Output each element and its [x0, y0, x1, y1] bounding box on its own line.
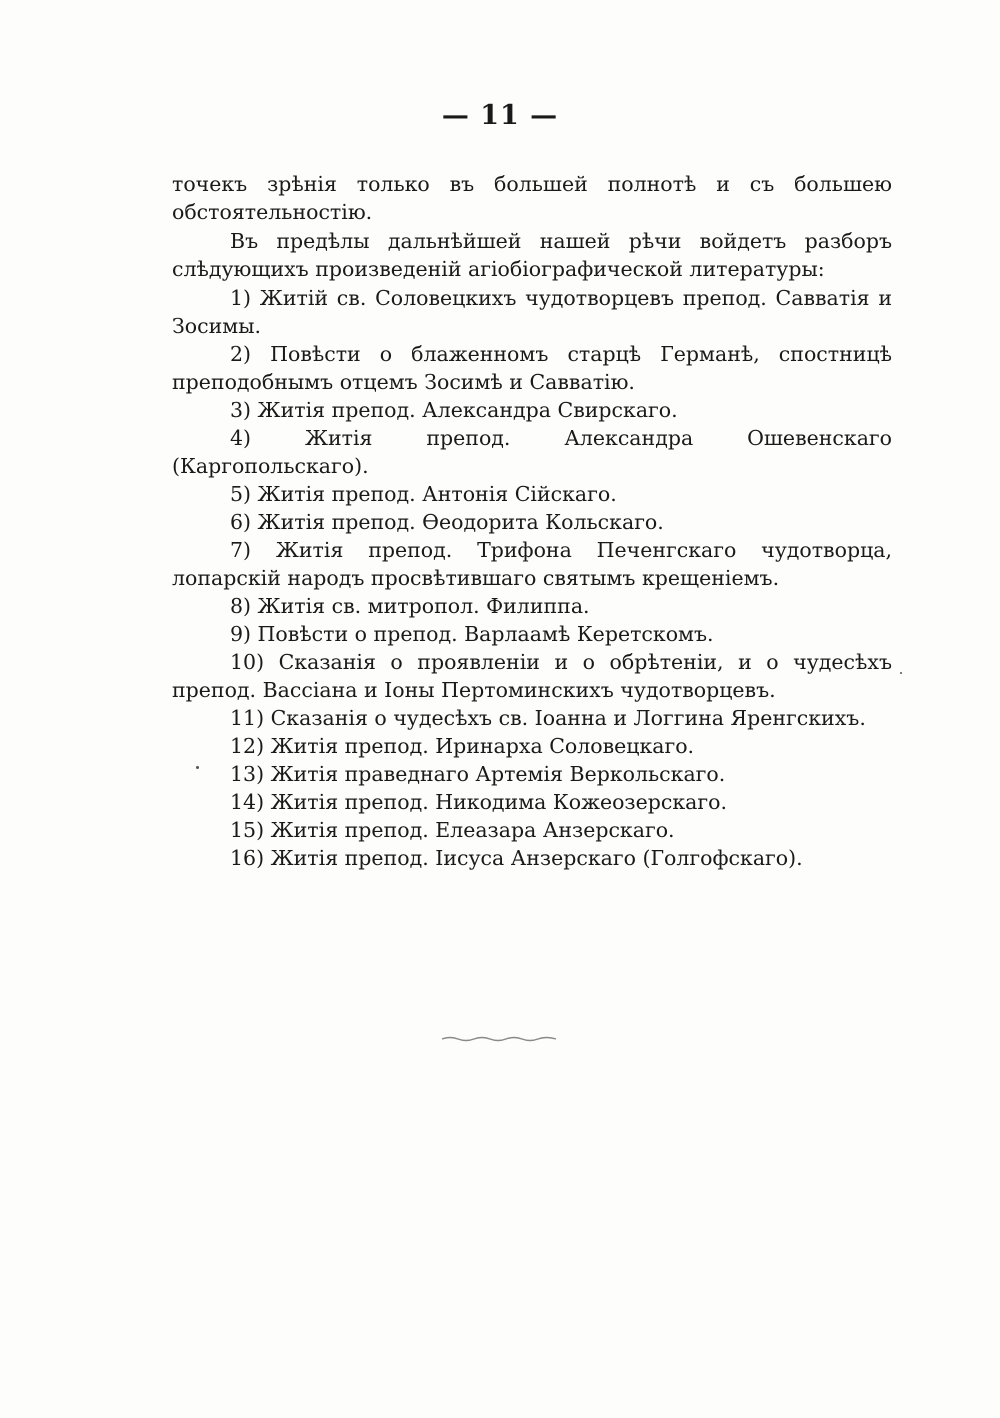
list-item-16: 16) Житія препод. Іисуса Анзерскаго (Голгофскаго). — [230, 846, 803, 870]
list-item-2: 2) Повѣсти о блаженномъ старцѣ Германѣ, спостницѣ преподобнымъ отцемъ Зосимѣ и Савватію. — [172, 342, 892, 394]
list-item-6: 6) Житія препод. Ѳеодорита Кольскаго. — [230, 510, 664, 534]
list-item-5: 5) Житія препод. Антонія Сійскаго. — [230, 482, 617, 506]
print-speck — [196, 766, 199, 769]
list-item-15: 15) Житія препод. Елеазара Анзерскаго. — [230, 818, 675, 842]
page-number: — 11 — — [441, 100, 559, 131]
list-item-12: 12) Житія препод. Иринарха Соловецкаго. — [230, 734, 695, 758]
list-item-4: 4) Житія препод. Александра Ошевенскаго (Каргопольскаго). — [172, 426, 892, 478]
ornament-line-icon — [440, 1033, 560, 1043]
list-item-3: 3) Житія препод. Александра Свирскаго. — [230, 398, 678, 422]
list-item-14: 14) Житія препод. Никодима Кожеозерскаго. — [230, 790, 727, 814]
list-item-11: 11) Сказанія о чудесѣхъ св. Іоанна и Логгина Яренгскихъ. — [230, 706, 866, 730]
paragraph-intro: Въ предѣлы дальнѣйшей нашей рѣчи войдетъ разборъ слѣдующихъ произведеній агіобіографической литературы: — [172, 229, 892, 281]
body-text — [172, 170, 892, 872]
list-item-10: 10) Сказанія о проявленіи и о обрѣтеніи, и о чудесѣхъ препод. Вассіана и Іоны Пертоминскихъ чудотворцевъ. — [172, 650, 892, 702]
paragraph-continuation: точекъ зрѣнія только въ большей полнотѣ и съ большею обстоятельностію. — [172, 172, 892, 224]
list-item-7: 7) Житія препод. Трифона Печенгскаго чудотворца, лопарскій народъ просвѣтившаго святымъ крещеніемъ. — [172, 538, 892, 590]
list-item-1: 1) Житій св. Соловецкихъ чудотворцевъ препод. Савватія и Зосимы. — [172, 286, 892, 338]
list-item-8: 8) Житія св. митропол. Филиппа. — [230, 594, 590, 618]
print-speck — [900, 672, 902, 674]
list-item-9: 9) Повѣсти о препод. Варлаамѣ Керетскомъ. — [230, 622, 714, 646]
end-ornament — [0, 1028, 1000, 1047]
list-item-13: 13) Житія праведнаго Артемія Веркольскаго. — [230, 762, 726, 786]
